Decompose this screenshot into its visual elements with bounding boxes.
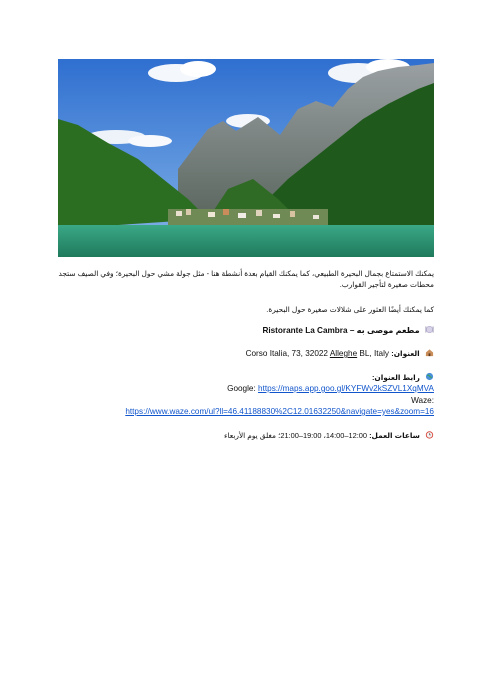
lake-mountain-photo xyxy=(58,59,434,257)
address-street: Corso Italia, 73, 32022 xyxy=(245,349,330,358)
hours-label: ساعات العمل: xyxy=(369,431,420,440)
fork-knife-plate-icon xyxy=(425,325,434,334)
intro-paragraph: يمكنك الاستمتاع بجمال البحيرة الطبيعي، كما يمكنك القيام بعدة أنشطة هنا - مثل جولة مشي حول البحيرة؛ وفي الصيف ستجد محطات صغيرة لتأجير القوارب. xyxy=(58,269,434,289)
restaurant-name: Ristorante La Cambra xyxy=(262,326,348,335)
alarm-clock-icon xyxy=(425,430,434,439)
address-town: Alleghe xyxy=(329,349,358,358)
restaurant-label: مطعم موصى به – xyxy=(349,326,420,335)
address-links-label: رابط العنوان: xyxy=(371,373,420,382)
waze-link[interactable]: https://www.waze.com/ul?ll=46.41188830%2C12.01632250&navigate=yes&zoom=16 xyxy=(125,407,434,416)
google-label: Google: xyxy=(227,384,259,393)
address-label: العنوان: xyxy=(391,349,420,358)
hours-line xyxy=(58,430,434,441)
address-value xyxy=(246,349,389,358)
address-country: BL, Italy xyxy=(357,349,389,358)
restaurant-line xyxy=(58,325,434,336)
house-icon xyxy=(425,348,434,357)
waterfalls-paragraph: كما يمكنك أيضًا العثور على شلالات صغيرة حول البحيرة. xyxy=(266,305,434,314)
waze-link-line xyxy=(58,406,434,417)
globe-icon xyxy=(425,372,434,381)
google-maps-link[interactable]: https://maps.app.goo.gl/KYFWv2kSZVL1XqMVA xyxy=(258,384,434,393)
hours-value: 12:00–14:00، 19:00–21:00؛ مغلق يوم الأربعاء xyxy=(224,431,368,440)
address-links-heading xyxy=(58,372,434,383)
waze-label-line xyxy=(58,395,434,406)
waze-label: Waze: xyxy=(411,396,434,405)
address-line xyxy=(58,348,434,359)
google-link-line xyxy=(58,383,434,394)
